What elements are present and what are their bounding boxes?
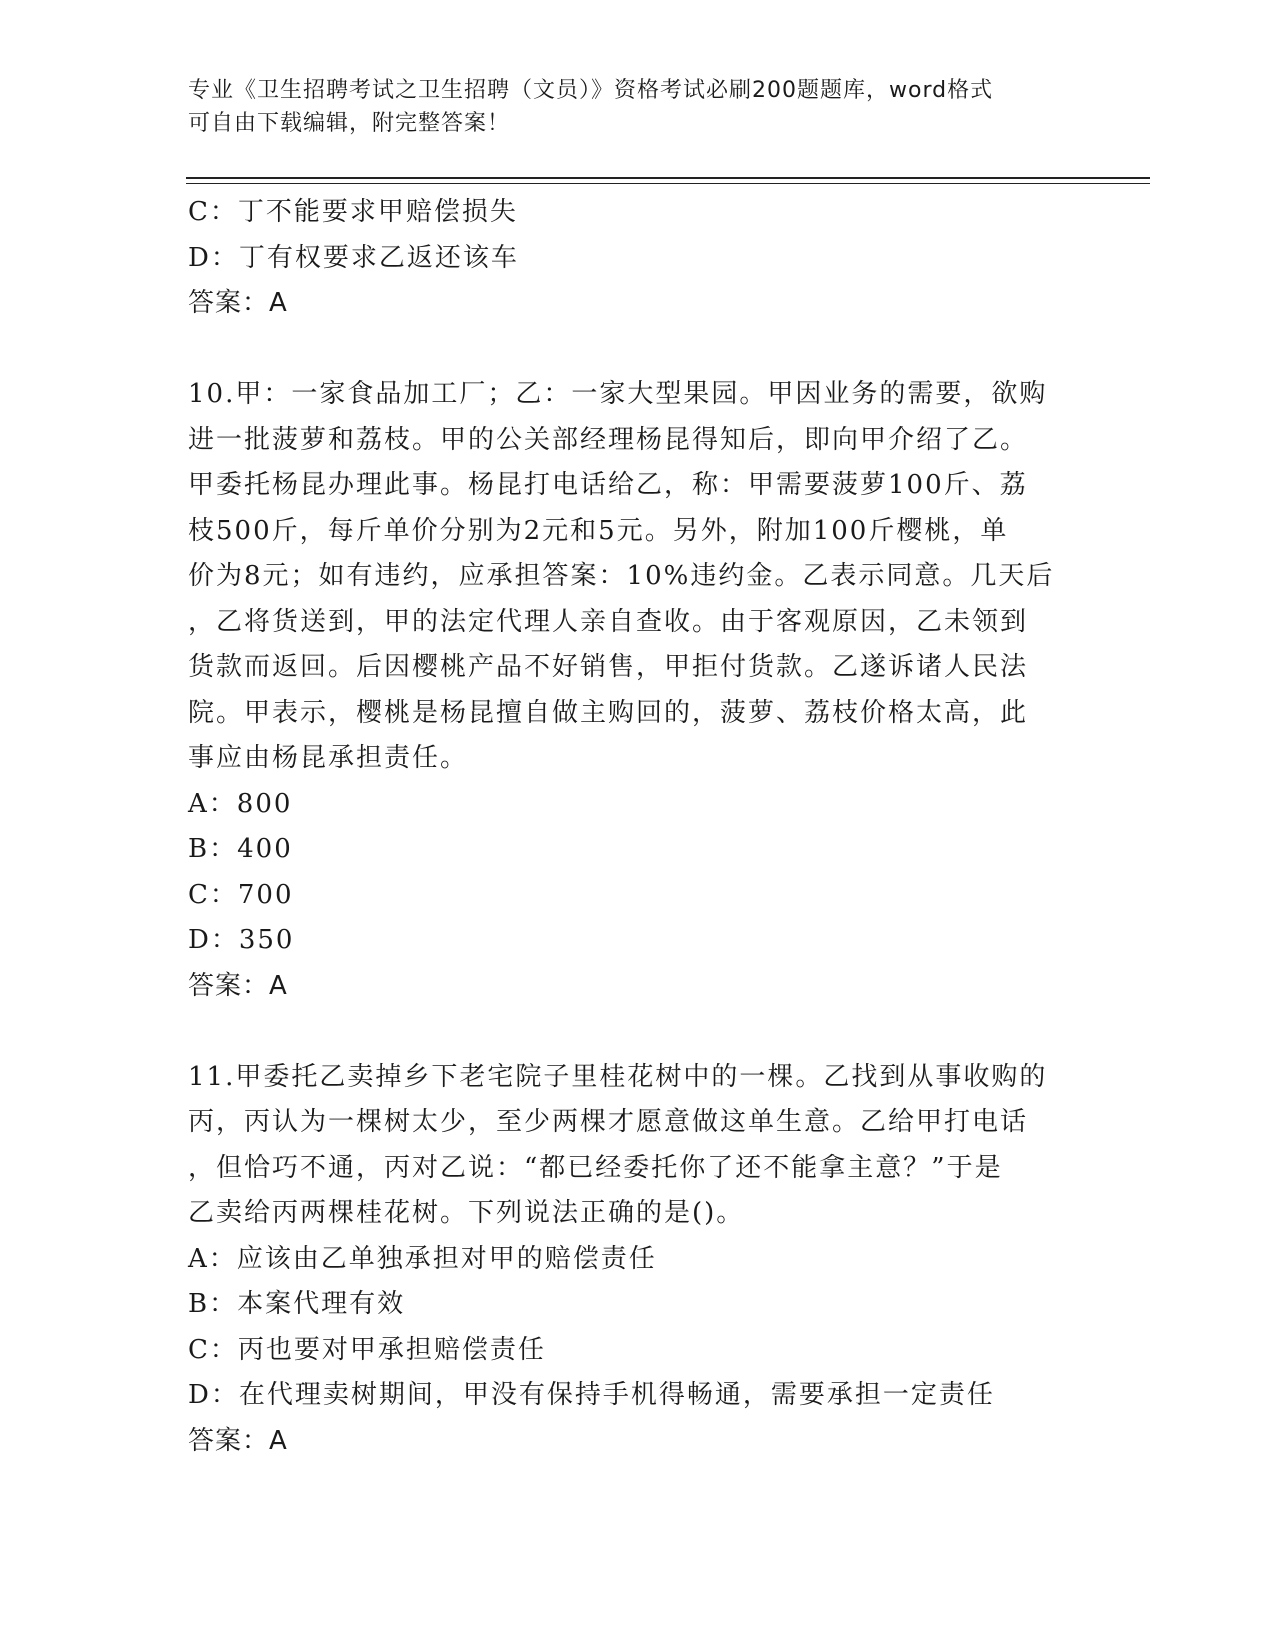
header-line-1: 专业《卫生招聘考试之卫生招聘（文员）》资格考试必刷200题题库，word格式 (188, 78, 994, 103)
option-a: A：应该由乙单独承担对甲的赔偿责任 (188, 1243, 657, 1274)
question-stem-line: 乙卖给丙两棵桂花树。下列说法正确的是()。 (188, 1198, 745, 1228)
answer-line: 答案：A (188, 1425, 288, 1456)
question-stem-line: 甲委托杨昆办理此事。杨昆打电话给乙，称：甲需要菠萝100斤、荔 (188, 470, 1028, 500)
option-d: D：在代理卖树期间，甲没有保持手机得畅通，需要承担一定责任 (188, 1380, 995, 1410)
question-10 (188, 372, 1088, 1009)
document-header (188, 74, 1068, 140)
option-a: A：800 (188, 788, 293, 819)
question-stem-line: ，乙将货送到，甲的法定代理人亲自查收。由于客观原因，乙未领到 (188, 606, 1029, 637)
question-stem-line: 枝500斤，每斤单价分别为2元和5元。另外，附加100斤樱桃，单 (188, 515, 1009, 546)
question-stem-line: 进一批菠萝和荔枝。甲的公关部经理杨昆得知后，即向甲介绍了乙。 (188, 424, 1029, 455)
option-c: C：丁不能要求甲赔偿损失 (188, 197, 518, 227)
question-stem-line: ，但恰巧不通，丙对乙说：“都已经委托你了还不能拿主意？”于是 (188, 1152, 1003, 1183)
header-rule-thick (186, 177, 1150, 179)
option-d: D：丁有权要求乙返还该车 (188, 242, 519, 273)
question-stem-line: 10.甲：一家食品加工厂；乙：一家大型果园。甲因业务的需要，欲购 (188, 379, 1048, 409)
option-d: D：350 (188, 925, 295, 955)
question-9-tail (188, 190, 1088, 327)
question-stem-line: 价为8元；如有违约，应承担答案：10%违约金。乙表示同意。几天后 (188, 561, 1055, 591)
option-c: C：丙也要对甲承担赔偿责任 (188, 1334, 546, 1365)
header-rule-thin (186, 183, 1150, 184)
question-stem-line: 事应由杨昆承担责任。 (188, 743, 469, 773)
spacer (188, 327, 1088, 373)
answer-line: 答案：A (188, 970, 288, 1001)
header-line-2: 可自由下载编辑，附完整答案！ (188, 111, 511, 136)
document-body (188, 190, 1088, 1464)
spacer (188, 1009, 1088, 1055)
question-stem-line: 货款而返回。后因樱桃产品不好销售，甲拒付货款。乙遂诉诸人民法 (188, 652, 1029, 682)
question-stem-line: 丙，丙认为一棵树太少，至少两棵才愿意做这单生意。乙给甲打电话 (188, 1107, 1029, 1137)
option-b: B：400 (188, 834, 293, 864)
answer-line: 答案：A (188, 288, 288, 318)
option-c: C：700 (188, 879, 294, 910)
question-stem-line: 院。甲表示，樱桃是杨昆擅自做主购回的，菠萝、荔枝价格太高，此 (188, 697, 1029, 728)
question-11 (188, 1055, 1088, 1465)
option-b: B：本案代理有效 (188, 1289, 406, 1319)
question-stem-line: 11.甲委托乙卖掉乡下老宅院子里桂花树中的一棵。乙找到从事收购的 (188, 1061, 1048, 1092)
